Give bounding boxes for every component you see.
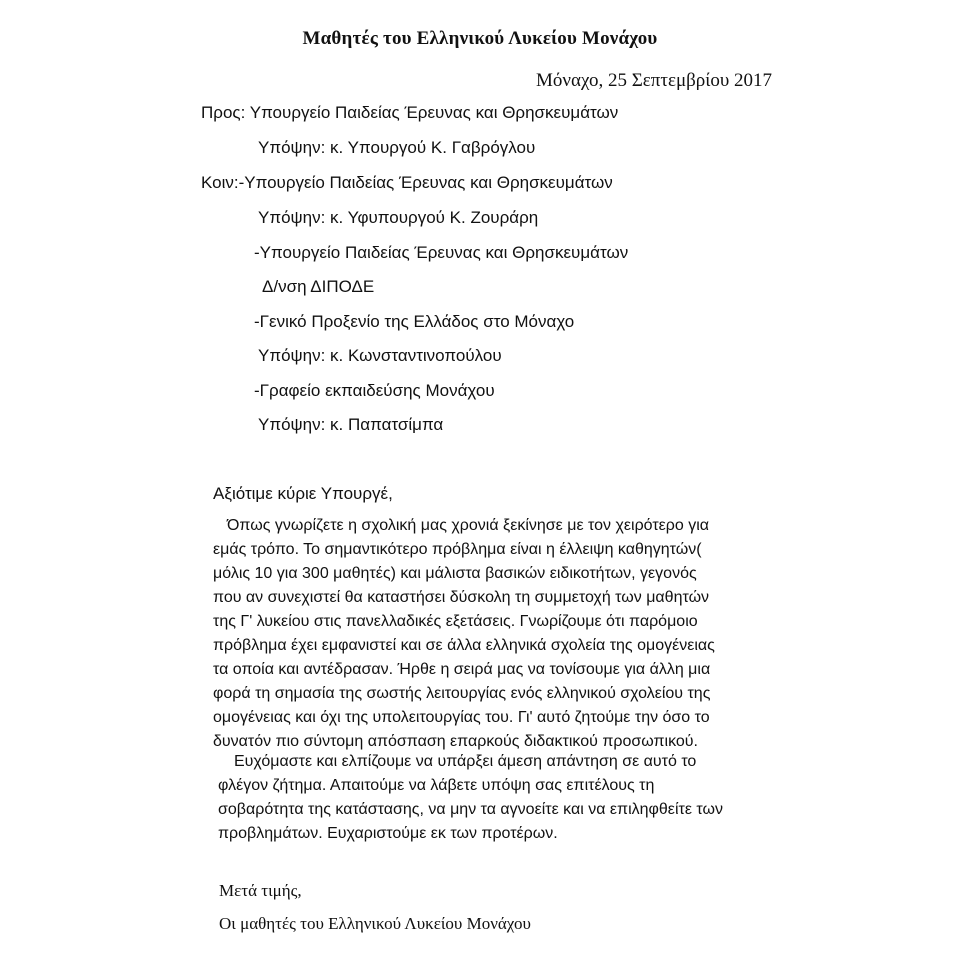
paragraph-line: μόλις 10 για 300 μαθητές) και μάλιστα βασικών ειδικοτήτων, γεγονός (213, 565, 697, 582)
paragraph-line: πρόβλημα έχει εμφανιστεί και σε άλλα ελληνικά σχολεία της ομογένειας (213, 637, 715, 654)
letter-title: Μαθητές του Ελληνικού Λυκείου Μονάχου (302, 28, 658, 49)
closing-signature: Οι μαθητές του Ελληνικού Λυκείου Μονάχου (219, 914, 531, 933)
recipient-attention: Υπόψην: κ. Υφυπουργού Κ. Ζουράρη (258, 208, 539, 227)
paragraph-line: Όπως γνωρίζετε η σχολική μας χρονιά ξεκίνησε με τον χειρότερο για (227, 517, 710, 534)
letter-greeting: Αξιότιμε κύριε Υπουργέ, (213, 484, 393, 503)
paragraph-line: της Γ' λυκείου στις πανελλαδικές εξετάσεις. Γνωρίζουμε ότι παρόμοιο (213, 613, 698, 630)
paragraph-line: ομογένειας και όχι της υπολειτουργίας του. Γι' αυτό ζητούμε την όσο το (213, 709, 710, 726)
closing-salutation: Μετά τιμής, (219, 881, 302, 900)
recipient-cc: Κοιν:-Υπουργείο Παιδείας Έρευνας και Θρησκευμάτων (201, 173, 613, 192)
letter-date: Μόναχο, 25 Σεπτεμβρίου 2017 (536, 70, 773, 91)
paragraph-line: φλέγον ζήτημα. Απαιτούμε να λάβετε υπόψη σας επιτέλους τη (218, 777, 655, 794)
paragraph-line: φορά τη σημασία της σωστής λειτουργίας ενός ελληνικού σχολείου της (213, 685, 711, 702)
recipient-to: Προς: Υπουργείο Παιδείας Έρευνας και Θρησκευμάτων (201, 103, 619, 122)
paragraph-line: σοβαρότητα της κατάστασης, να μην τα αγνοείτε και να επιληφθείτε των (218, 801, 723, 818)
paragraph-line: τα οποία και αντέδρασαν. Ήρθε η σειρά μας να τονίσουμε για άλλη μια (213, 661, 711, 678)
recipient-cc: -Γραφείο εκπαιδεύσης Μονάχου (254, 381, 495, 400)
recipient-department: Δ/νση ΔΙΠΟΔΕ (262, 277, 375, 296)
paragraph-line: Ευχόμαστε και ελπίζουμε να υπάρξει άμεση απάντηση σε αυτό το (234, 753, 697, 770)
paragraph-line: προβλημάτων. Ευχαριστούμε εκ των προτέρων. (218, 825, 558, 842)
paragraph-line: δυνατόν πιο σύντομη απόσπαση επαρκούς διδακτικού προσωπικού. (213, 733, 698, 750)
paragraph-line: εμάς τρόπο. Το σημαντικότερο πρόβλημα είναι η έλλειψη καθηγητών( (213, 541, 702, 558)
paragraph-line: που αν συνεχιστεί θα καταστήσει δύσκολη τη συμμετοχή των μαθητών (213, 589, 710, 606)
recipient-cc: -Γενικό Προξενίο της Ελλάδος στο Μόναχο (254, 312, 575, 331)
recipient-attention: Υπόψην: κ. Παπατσίμπα (258, 415, 444, 434)
recipient-attention: Υπόψην: κ. Υπουργού Κ. Γαβρόγλου (258, 138, 536, 157)
recipient-attention: Υπόψην: κ. Κωνσταντινοπούλου (258, 346, 502, 365)
recipient-cc: -Υπουργείο Παιδείας Έρευνας και Θρησκευμάτων (254, 243, 629, 262)
